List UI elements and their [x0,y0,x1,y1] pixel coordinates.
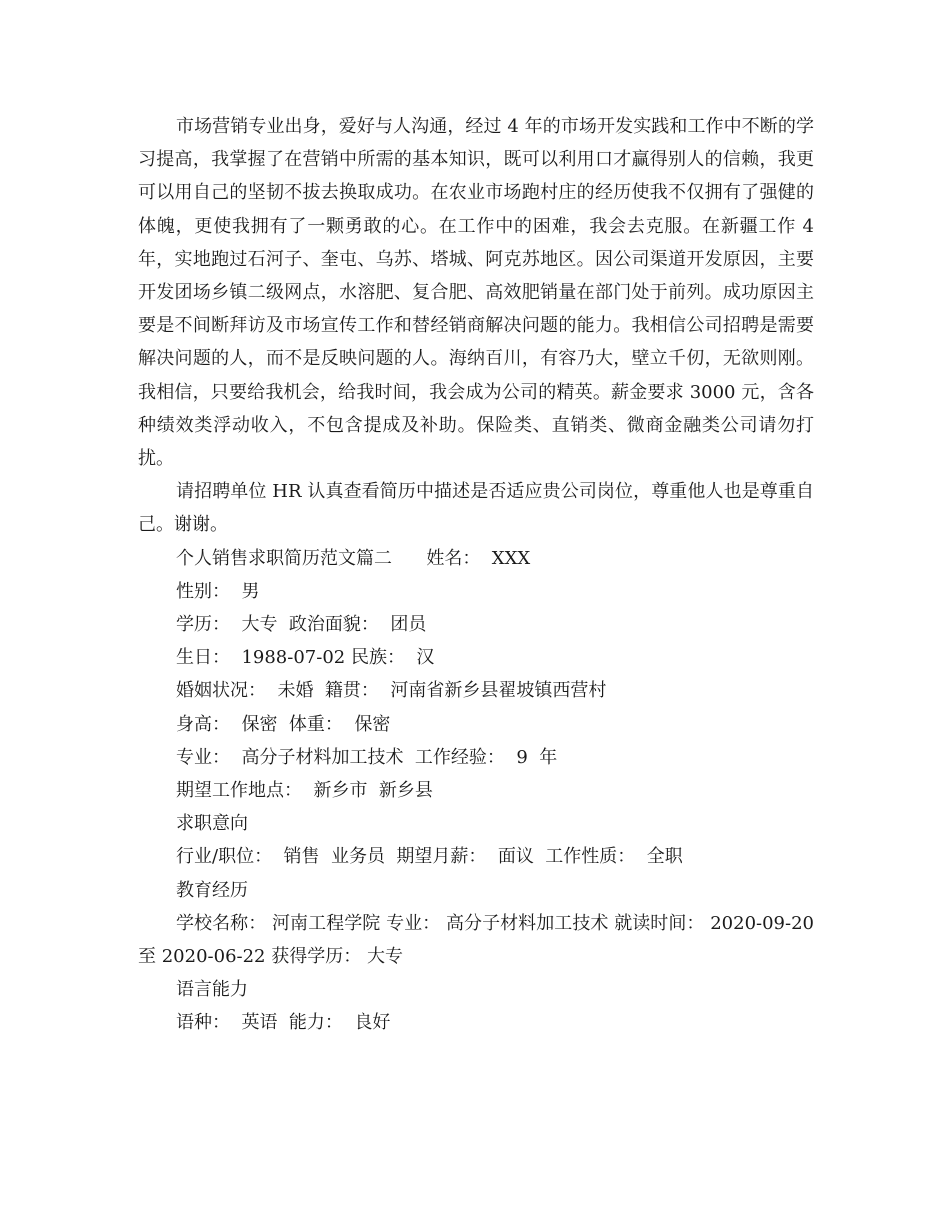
desired-location-line: 期望工作地点： 新乡市 新乡县 [176,780,433,802]
education-history-heading: 教育经历 [176,879,248,901]
education-political-line: 学历： 大专 政治面貌： 团员 [176,614,427,636]
industry-position-line: 行业/职位： 销售 业务员 期望月薪： 面议 工作性质： 全职 [176,846,683,868]
marital-native-place-line: 婚姻状况： 未婚 籍贯： 河南省新乡县翟坡镇西营村 [176,680,607,702]
gender-line: 性别： 男 [176,580,260,602]
intro-paragraph: 市场营销专业出身，爱好与人沟通，经过 4 年的市场开发实践和工作中不断的学习提高，我掌握了在营销中所需的基本知识，既可以利用口才赢得别人的信赖，我更可以用自己的坚韧不拔去换取成功。在农业市场跑村庄的经历使我不仅拥有了强健的体魄，更使我拥有了一颗勇敢的心。在工作中的困难，我会去克服。在新疆工作 4 年，实地跑过石河子、奎屯、乌苏、塔城、阿克苏地区。因公司渠道开发原因，主要开发团场乡镇二级网点，水溶肥、复合肥、高效肥销量在部门处于前列。成功原因主要是不间断拜访及市场宣传工作和替经销商解决问题的能力。我相信公司招聘是需要解决问题的人，而不是反映问题的人。海纳百川，有容乃大，壁立千仞，无欲则刚。我相信，只要给我机会，给我时间，我会成为公司的精英。薪金要求 3000 元，含各种绩效类浮动收入，不包含提成及补助。保险类、直销类、微商金融类公司请勿打扰。 [138,116,814,470]
birthday-ethnicity-line: 生日： 1988-07-02 民族： 汉 [176,647,435,669]
resume-title-name-line: 个人销售求职简历范文篇二 姓名： XXX [176,547,531,569]
height-weight-line: 身高： 保密 体重： 保密 [176,713,391,735]
job-intention-heading: 求职意向 [176,813,248,835]
document-page [138,110,814,1040]
language-ability-heading: 语言能力 [176,979,248,1001]
language-details-line: 语种： 英语 能力： 良好 [176,1012,391,1034]
school-details-line: 学校名称： 河南工程学院 专业： 高分子材料加工技术 就读时间： 2020-09-20 至 2020-06-22 获得学历： 大专 [138,912,814,968]
hr-note-paragraph: 请招聘单位 HR 认真查看简历中描述是否适应贵公司岗位，尊重他人也是尊重自己。谢谢。 [138,481,814,536]
major-experience-line: 专业： 高分子材料加工技术 工作经验： 9 年 [176,746,558,768]
